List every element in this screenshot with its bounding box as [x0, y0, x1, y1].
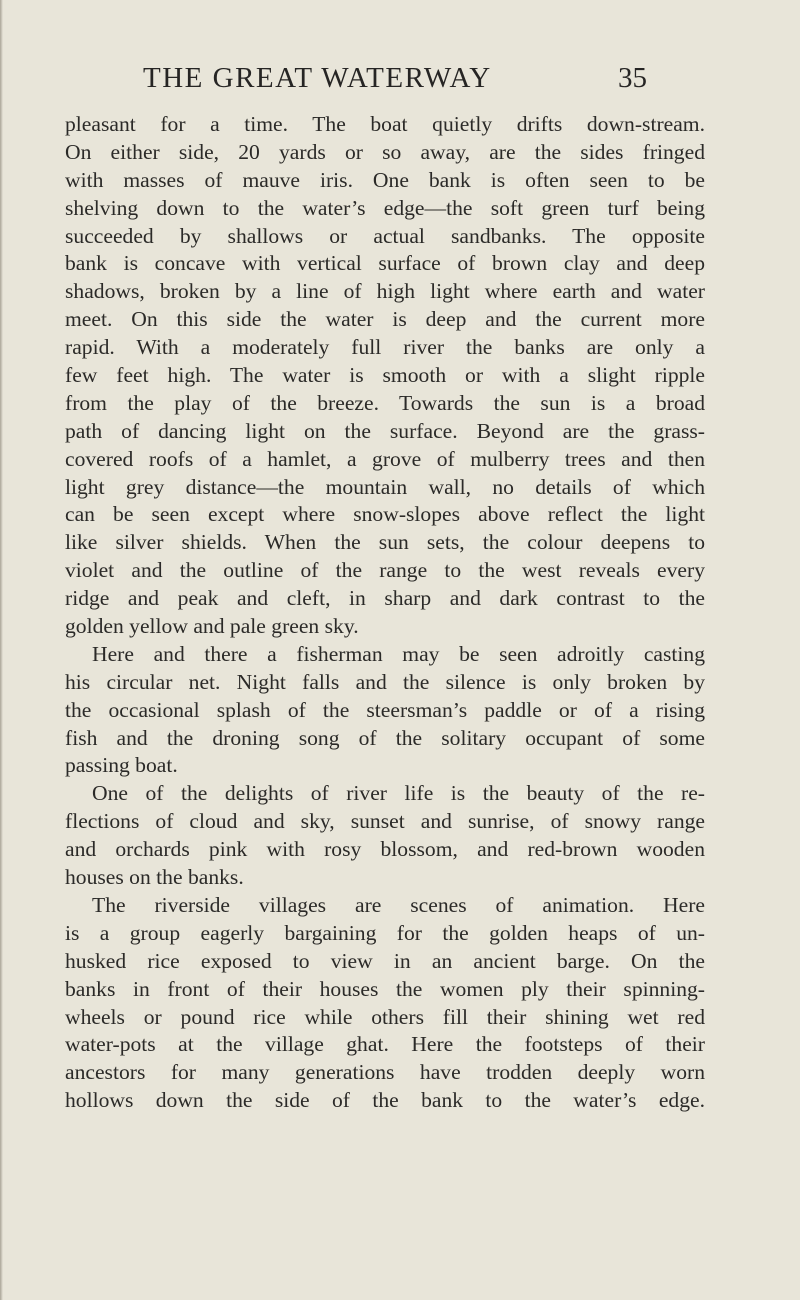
text-line: rapid. With a moderately full river the banks are only a: [65, 335, 705, 360]
running-title: THE GREAT WATERWAY: [143, 62, 492, 94]
paragraph: [65, 780, 705, 892]
text-line: houses on the banks.: [65, 865, 244, 890]
text-line: few feet high. The water is smooth or with a slight ripple: [65, 363, 705, 388]
body-text: [65, 111, 705, 1115]
text-line: husked rice exposed to view in an ancient barge. On the: [65, 948, 705, 973]
text-line: path of dancing light on the surface. Beyond are the grass-: [65, 418, 705, 443]
page-edge-shadow: [0, 0, 3, 1300]
text-line: flections of cloud and sky, sunset and sunrise, of snowy range: [65, 809, 705, 834]
text-line: is a group eagerly bargaining for the golden heaps of un-: [65, 920, 705, 945]
text-line: can be seen except where snow-slopes above reflect the light: [65, 502, 705, 527]
text-line: the occasional splash of the steersman’s paddle or of a rising: [65, 697, 705, 722]
text-line: like silver shields. When the sun sets, the colour deepens to: [65, 530, 705, 555]
text-line: One of the delights of river life is the beauty of the re-: [92, 781, 705, 806]
text-line: light grey distance—the mountain wall, no details of which: [65, 474, 705, 499]
text-line: from the play of the breeze. Towards the sun is a broad: [65, 390, 705, 415]
text-line: water-pots at the village ghat. Here the footsteps of their: [65, 1032, 705, 1057]
text-line: passing boat.: [65, 753, 178, 778]
text-line: The riverside villages are scenes of animation. Here: [92, 892, 705, 917]
text-line: banks in front of their houses the women ply their spinning-: [65, 976, 705, 1001]
text-line: ancestors for many generations have trodden deeply worn: [65, 1060, 705, 1085]
paragraph: [65, 641, 705, 780]
text-line: ridge and peak and cleft, in sharp and dark contrast to the: [65, 586, 705, 611]
text-line: meet. On this side the water is deep and the current more: [65, 307, 705, 332]
text-line: fish and the droning song of the solitary occupant of some: [65, 725, 705, 750]
text-line: shelving down to the water’s edge—the soft green turf being: [65, 195, 705, 220]
page-number: 35: [618, 62, 647, 94]
text-line: wheels or pound rice while others fill their shining wet red: [65, 1004, 705, 1029]
text-line: succeeded by shallows or actual sandbanks. The opposite: [65, 223, 705, 248]
text-line: covered roofs of a hamlet, a grove of mulberry trees and then: [65, 446, 705, 471]
text-line: On either side, 20 yards or so away, are the sides fringed: [65, 139, 705, 164]
text-line: bank is concave with vertical surface of brown clay and deep: [65, 251, 705, 276]
text-line: and orchards pink with rosy blossom, and red-brown wooden: [65, 837, 705, 862]
text-line: with masses of mauve iris. One bank is often seen to be: [65, 167, 705, 192]
text-line: violet and the outline of the range to the west reveals every: [65, 558, 705, 583]
paragraph: [65, 892, 705, 1115]
text-line: hollows down the side of the bank to the water’s edge.: [65, 1088, 705, 1113]
paragraph: [65, 111, 705, 641]
text-line: golden yellow and pale green sky.: [65, 614, 359, 639]
text-line: his circular net. Night falls and the silence is only broken by: [65, 669, 705, 694]
running-header: [0, 62, 800, 102]
text-line: shadows, broken by a line of high light where earth and water: [65, 279, 705, 304]
text-line: Here and there a fisherman may be seen adroitly casting: [92, 641, 705, 666]
text-line: pleasant for a time. The boat quietly drifts down-stream.: [65, 112, 705, 136]
